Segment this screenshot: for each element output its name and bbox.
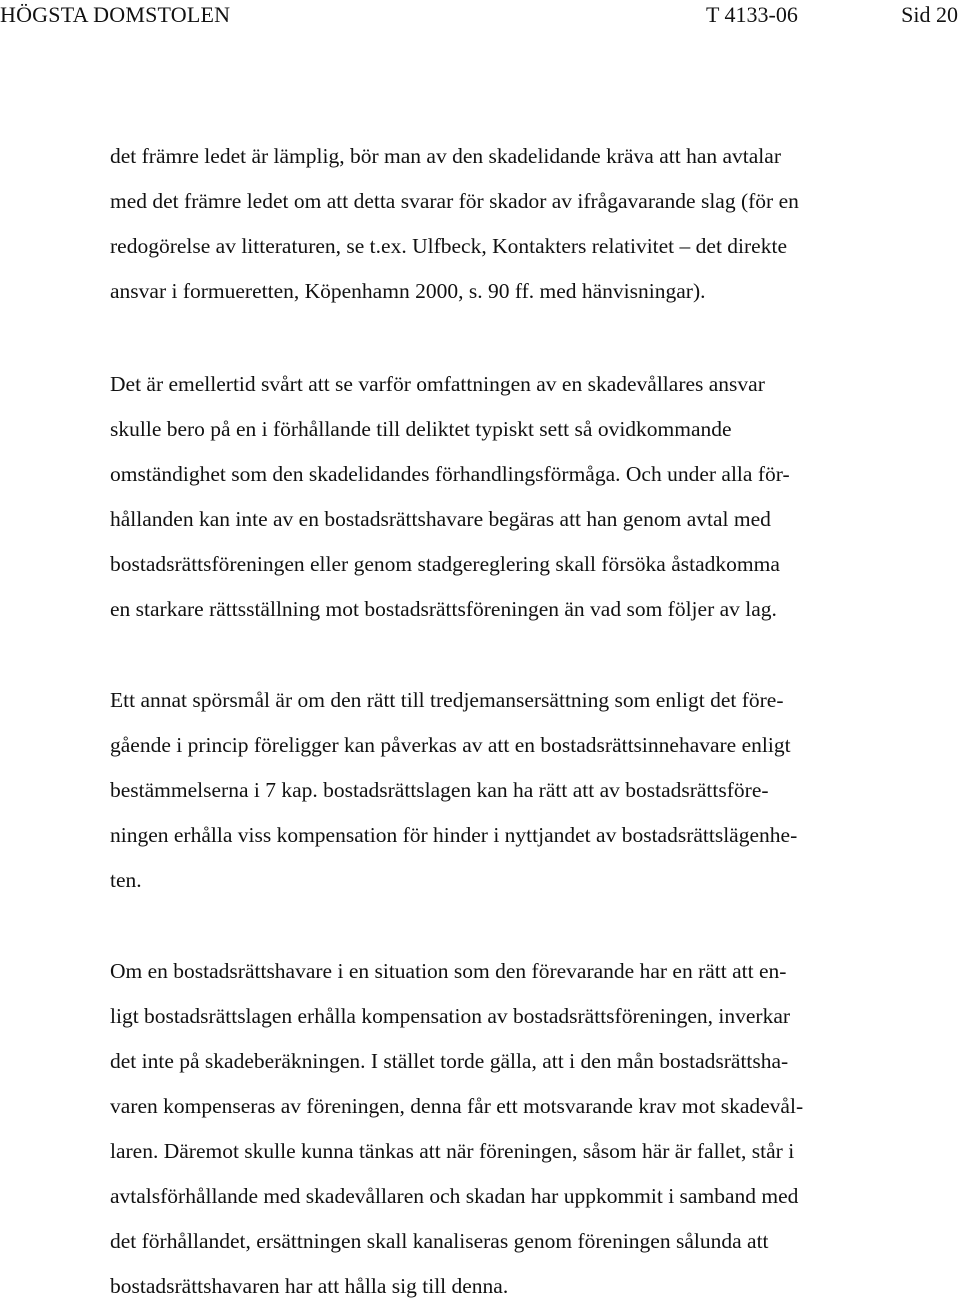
text-line: ansvar i formueretten, Köpenhamn 2000, s. 90 ff. med hänvisningar). bbox=[110, 279, 706, 303]
text-line: ningen erhålla viss kompensation för hinder i nyttjandet av bostadsrättslägenhe- bbox=[110, 823, 798, 847]
text-line: en starkare rättsställning mot bostadsrättsföreningen än vad som följer av lag. bbox=[110, 597, 777, 621]
case-number: T 4133-06 bbox=[706, 2, 798, 27]
text-line: bostadsrättsföreningen eller genom stadgereglering skall försöka åstadkomma bbox=[110, 552, 780, 576]
text-line: Ett annat spörsmål är om den rätt till tredjemansersättning som enligt det före- bbox=[110, 688, 784, 712]
text-line: bestämmelserna i 7 kap. bostadsrättslagen kan ha rätt att av bostadsrättsföre- bbox=[110, 778, 769, 802]
court-name: HÖGSTA DOMSTOLEN bbox=[0, 2, 231, 27]
text-line: gående i princip föreligger kan påverkas av att en bostadsrättsinnehavare enligt bbox=[110, 733, 791, 757]
paragraph-2 bbox=[110, 362, 955, 632]
page-number: Sid 20 bbox=[901, 2, 958, 27]
text-line: ligt bostadsrättslagen erhålla kompensation av bostadsrättsföreningen, inverkar bbox=[110, 1004, 791, 1028]
text-line: redogörelse av litteraturen, se t.ex. Ulfbeck, Kontakters relativitet – det direkte bbox=[110, 234, 787, 258]
paragraph-4 bbox=[110, 949, 955, 1309]
paragraph-1 bbox=[110, 134, 955, 314]
paragraph-3 bbox=[110, 678, 955, 903]
text-line: med det främre ledet om att detta svarar för skador av ifrågavarande slag (för en bbox=[110, 189, 799, 213]
text-line: laren. Däremot skulle kunna tänkas att när föreningen, såsom här är fallet, står i bbox=[110, 1139, 795, 1163]
text-line: det förhållandet, ersättningen skall kanaliseras genom föreningen sålunda att bbox=[110, 1229, 769, 1253]
text-line: skulle bero på en i förhållande till deliktet typiskt sett så ovidkommande bbox=[110, 417, 732, 441]
text-line: ten. bbox=[110, 868, 142, 892]
text-line: bostadsrättshavaren har att hålla sig till denna. bbox=[110, 1274, 509, 1298]
text-line: det inte på skadeberäkningen. I stället torde gälla, att i den mån bostadsrättsha- bbox=[110, 1049, 789, 1073]
text-line: omständighet som den skadelidandes förhandlingsförmåga. Och under alla för- bbox=[110, 462, 790, 486]
text-line: Det är emellertid svårt att se varför omfattningen av en skadevållares ansvar bbox=[110, 372, 765, 396]
text-line: hållanden kan inte av en bostadsrättshavare begäras att han genom avtal med bbox=[110, 507, 771, 531]
text-line: avtalsförhållande med skadevållaren och skadan har uppkommit i samband med bbox=[110, 1184, 799, 1208]
text-line: varen kompenseras av föreningen, denna får ett motsvarande krav mot skadevål- bbox=[110, 1094, 804, 1118]
text-line: Om en bostadsrättshavare i en situation som den förevarande har en rätt att en- bbox=[110, 959, 787, 983]
page-header bbox=[0, 0, 960, 30]
text-line: det främre ledet är lämplig, bör man av den skadelidande kräva att han avtalar bbox=[110, 144, 781, 168]
